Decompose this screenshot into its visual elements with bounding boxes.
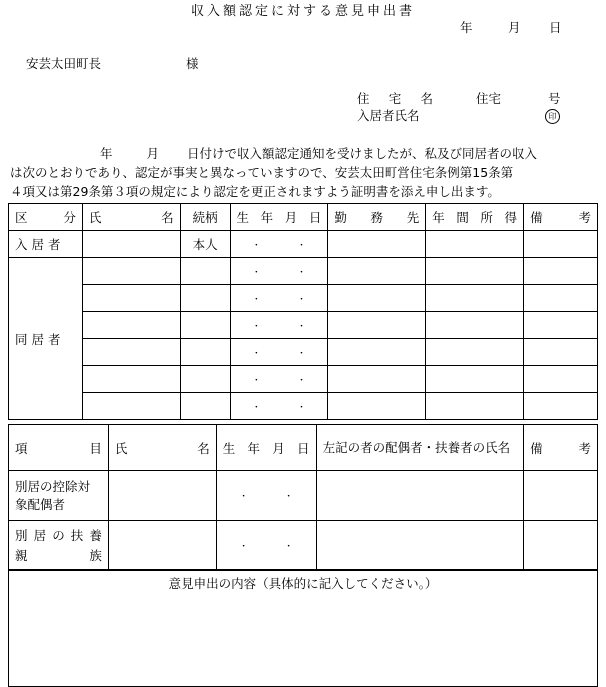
spouse-birth-cell[interactable]: ・ ・ [216,471,316,521]
spouse-name-cell[interactable] [108,471,216,521]
cohabitant-notes-cell[interactable] [524,258,598,285]
cohabitant-relation-cell[interactable] [180,312,230,339]
cohabitant-relation-cell[interactable] [180,393,230,420]
cohabitant-relation-cell[interactable] [180,258,230,285]
cohabitant-workplace-cell[interactable] [328,366,426,393]
cohabitant-name-cell[interactable] [82,339,180,366]
date-year: 年 [460,20,473,35]
table-header-row [9,425,598,471]
cohabitant-birth-cell[interactable]: ・ ・ [230,285,328,312]
cohabitant-notes-cell[interactable] [524,393,598,420]
cohabitant-relation-cell[interactable] [180,285,230,312]
row-label-relatives: 別 居 の 扶 養 親 族 [9,521,109,571]
relative-birth-cell[interactable]: ・ ・ [216,521,316,571]
cohabitant-name-cell[interactable] [82,366,180,393]
header-biko: 備 考 [524,204,598,231]
document-title: 収入額認定に対する意見申出書 [190,4,415,19]
header-zokugara: 続柄 [180,204,230,231]
tenant-income-cell[interactable] [426,231,524,258]
table-row [9,285,598,312]
tenant-name-cell[interactable] [82,231,180,258]
date-month: 月 [508,20,521,35]
cohabitant-income-cell[interactable] [426,312,524,339]
header-komoku: 項 目 [9,425,109,471]
cohabitant-birth-cell[interactable]: ・ ・ [230,339,328,366]
seal-mark: 印 [545,109,560,124]
header-birth: 生 年 月 日 [216,425,316,471]
cohabitant-income-cell[interactable] [426,285,524,312]
table-header-row [9,204,598,231]
tenant-name-label: 入居者氏名 [357,108,420,123]
opinion-content-area[interactable] [9,596,598,687]
statement-paragraph [10,144,598,201]
cohabitant-income-cell[interactable] [426,258,524,285]
cohabitant-birth-cell[interactable]: ・ ・ [230,366,328,393]
unit-number-suffix: 号 [548,91,561,106]
cohabitant-name-cell[interactable] [82,285,180,312]
row-label-spouse: 別居の控除対象配偶者 [9,471,109,521]
cohabitant-income-cell[interactable] [426,366,524,393]
header-birth: 生 年 月 日 [230,204,328,231]
statement-line-1: 年 月 日付けで収入額認定通知を受けましたが、私及び同居者の収入 [100,146,538,161]
table-row [9,258,598,285]
household-table [8,203,598,420]
tenant-birth-cell[interactable]: ・ ・ [230,231,328,258]
cohabitant-notes-cell[interactable] [524,366,598,393]
cohabitant-workplace-cell[interactable] [328,312,426,339]
cohabitant-notes-cell[interactable] [524,312,598,339]
relative-name-cell[interactable] [108,521,216,571]
row-label-tenant: 入 居 者 [9,231,83,258]
relative-dependent-cell[interactable] [316,521,523,571]
table-row [9,339,598,366]
cohabitant-name-cell[interactable] [82,393,180,420]
tenant-notes-cell[interactable] [524,231,598,258]
cohabitant-workplace-cell[interactable] [328,258,426,285]
statement-line-2: は次のとおりであり、認定が事実と異なっていますので、安芸太田町営住宅条例第15条第 [10,165,514,180]
table-row [9,393,598,420]
cohabitant-workplace-cell[interactable] [328,339,426,366]
header-biko: 備 考 [524,425,598,471]
relative-notes-cell[interactable] [524,521,598,571]
dependents-table [8,424,598,571]
cohabitant-workplace-cell[interactable] [328,285,426,312]
spouse-dependent-cell[interactable] [316,471,523,521]
cohabitant-income-cell[interactable] [426,393,524,420]
cohabitant-name-cell[interactable] [82,258,180,285]
table-row [9,471,598,521]
housing-name-value: 住宅 [476,91,502,106]
cohabitant-relation-cell[interactable] [180,366,230,393]
cohabitant-birth-cell[interactable]: ・ ・ [230,393,328,420]
header-shimei: 氏 名 [82,204,180,231]
cohabitant-income-cell[interactable] [426,339,524,366]
cohabitant-name-cell[interactable] [82,312,180,339]
cohabitant-notes-cell[interactable] [524,285,598,312]
table-row [9,366,598,393]
honorific: 様 [186,56,199,71]
date-day: 日 [549,20,562,35]
header-spouse-dependent: 左記の者の配偶者・扶養者の氏名 [316,425,523,471]
tenant-workplace-cell[interactable] [328,231,426,258]
opinion-label: 意見申出の内容（具体的に記入してください。） [9,570,598,597]
header-kubun: 区 分 [9,204,83,231]
header-shimei: 氏 名 [108,425,216,471]
cohabitant-birth-cell[interactable]: ・ ・ [230,312,328,339]
statement-line-3: ４項又は第29条第３項の規定により認定を更正されますよう証明書を添え申し出ます。 [10,184,500,199]
header-kinmu: 勤 務 先 [328,204,426,231]
table-row [9,231,598,258]
spouse-notes-cell[interactable] [524,471,598,521]
cohabitant-birth-cell[interactable]: ・ ・ [230,258,328,285]
table-row [9,521,598,571]
row-label-cohabitant: 同 居 者 [9,258,83,420]
header-shotoku: 年 間 所 得 [426,204,524,231]
cohabitant-relation-cell[interactable] [180,339,230,366]
cohabitant-notes-cell[interactable] [524,339,598,366]
tenant-relation-cell: 本人 [180,231,230,258]
opinion-table [8,569,598,687]
housing-name-label: 住 宅 名 [357,91,433,106]
cohabitant-workplace-cell[interactable] [328,393,426,420]
table-row [9,312,598,339]
addressee: 安芸太田町長 [26,56,102,71]
